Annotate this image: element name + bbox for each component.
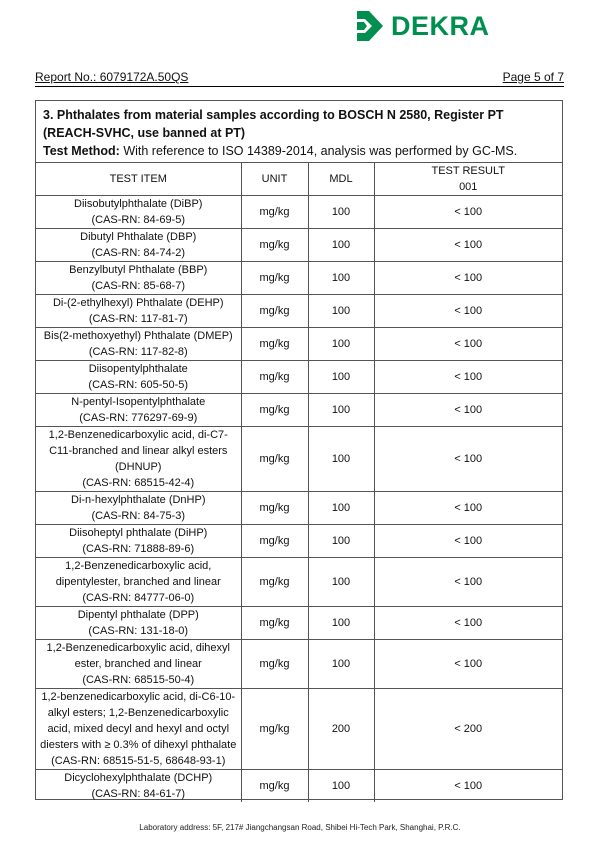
cell-mdl: 100 [308,262,374,295]
cell-unit: mg/kg [241,640,308,689]
table-row [36,640,562,689]
lab-address: Laboratory address: 5F, 217# Jiangchangsan Road, Shibei Hi-Tech Park, Shanghai, P.R.C. [139,823,461,832]
cell-mdl: 100 [308,328,374,361]
cell-test-item [36,394,241,427]
test-item-name: 1,2-benzenedicarboxylic acid, di-C6-10- [41,691,236,703]
cas-number: (CAS-RN: 68515-50-4) [82,674,195,686]
cell-unit: mg/kg [241,607,308,640]
cell-mdl: 100 [308,295,374,328]
cell-result: < 100 [374,525,562,558]
cas-number: (CAS-RN: 776297-69-9) [79,412,198,424]
test-item-name: 1,2-Benzenedicarboxylic acid, di-C7- [48,429,228,441]
test-item-name: acid, mixed decyl and hexyl and octyl [47,723,230,735]
cell-test-item [36,295,241,328]
cell-unit: mg/kg [241,770,308,803]
test-item-name: 1,2-Benzenedicarboxylic acid, [65,560,212,572]
cell-mdl: 100 [308,427,374,492]
cell-test-item [36,607,241,640]
cell-unit: mg/kg [241,689,308,770]
test-item-name: Benzylbutyl Phthalate (BBP) [69,264,208,276]
test-item-name: Di-n-hexylphthalate (DnHP) [71,494,206,506]
dekra-logo-icon [355,9,385,43]
page-number: Page 5 of 7 [502,70,564,84]
cell-test-item [36,427,241,492]
cas-number: (CAS-RN: 117-81-7) [88,313,188,325]
test-item-name: Dibutyl Phthalate (DBP) [80,231,197,243]
cell-result: < 100 [374,492,562,525]
cell-mdl: 100 [308,361,374,394]
test-method-text: With reference to ISO 14389-2014, analysis was performed by GC-MS. [119,144,518,158]
header-mdl: MDL [308,163,374,196]
header-rule [35,86,564,87]
cell-test-item [36,328,241,361]
table-row [36,361,562,394]
table-row [36,689,562,770]
cell-unit: mg/kg [241,229,308,262]
cell-mdl: 100 [308,607,374,640]
table-row [36,492,562,525]
test-item-name: diesters with ≥ 0.3% of dihexyl phthalate [40,739,237,751]
cas-number: (CAS-RN: 605-50-5) [88,379,189,391]
table-row [36,196,562,229]
table-row [36,770,562,803]
cas-number: (CAS-RN: 131-18-0) [88,625,189,637]
table-row [36,427,562,492]
table-row [36,607,562,640]
test-item-name: Di-(2-ethylhexyl) Phthalate (DEHP) [52,297,224,309]
table-header-row [36,163,562,196]
results-section [35,100,563,800]
cell-result: < 100 [374,770,562,803]
header-test-item: TEST ITEM [36,163,241,196]
test-item-name: ester, branched and linear [74,658,202,670]
cell-unit: mg/kg [241,427,308,492]
header-unit: UNIT [241,163,308,196]
cas-number: (CAS-RN: 84-74-2) [91,247,186,259]
table-row [36,229,562,262]
header-test-result [374,163,562,196]
cell-test-item [36,640,241,689]
cell-result: < 200 [374,689,562,770]
cell-test-item [36,196,241,229]
table-row [36,262,562,295]
cell-result: < 100 [374,196,562,229]
cell-mdl: 100 [308,492,374,525]
cell-result: < 100 [374,394,562,427]
report-number: Report No.: 6079172A.50QS [35,70,189,84]
test-item-name: Dicyclohexylphthalate (DCHP) [64,772,213,784]
cell-result: < 100 [374,295,562,328]
cell-unit: mg/kg [241,525,308,558]
test-item-name: 1,2-Benzenedicarboxylic acid, dihexyl [46,642,230,654]
cell-unit: mg/kg [241,328,308,361]
cas-number: (CAS-RN: 84-75-3) [91,510,186,522]
test-item-name: (DHNUP) [115,461,162,473]
dekra-logo [355,9,490,45]
test-item-name: Diisopentylphthalate [88,363,188,375]
table-row [36,558,562,607]
cas-number: (CAS-RN: 85-68-7) [91,280,186,292]
cell-test-item [36,525,241,558]
cell-result: < 100 [374,262,562,295]
cell-mdl: 200 [308,689,374,770]
test-item-name: Diisobutylphthalate (DiBP) [74,198,203,210]
header-result-label: TEST RESULT [431,165,506,177]
cell-unit: mg/kg [241,394,308,427]
cas-number: (CAS-RN: 84-69-5) [91,214,186,226]
cell-mdl: 100 [308,640,374,689]
test-item-name: Bis(2-methoxyethyl) Phthalate (DMEP) [43,330,233,342]
results-table [36,162,562,802]
test-item-name: Dipentyl phthalate (DPP) [77,609,199,621]
cas-number: (CAS-RN: 84777-06-0) [82,592,195,604]
cell-mdl: 100 [308,558,374,607]
cell-mdl: 100 [308,394,374,427]
cell-unit: mg/kg [241,262,308,295]
table-row [36,525,562,558]
cell-mdl: 100 [308,770,374,803]
cell-unit: mg/kg [241,361,308,394]
cell-test-item [36,229,241,262]
test-item-name: N-pentyl-Isopentylphthalate [71,396,206,408]
table-row [36,328,562,361]
cas-number: (CAS-RN: 71888-89-6) [82,543,195,555]
cell-test-item [36,492,241,525]
section-title: 3. Phthalates from material samples according to BOSCH N 2580, Register PT (REACH-SVHC, use banned at PT) [43,108,504,140]
cas-number: (CAS-RN: 117-82-8) [88,346,188,358]
cell-mdl: 100 [308,229,374,262]
test-method-label: Test Method: [43,144,120,158]
cas-number: (CAS-RN: 68515-51-5, 68648-93-1) [51,755,226,767]
cell-result: < 100 [374,558,562,607]
test-item-name: Diisoheptyl phthalate (DiHP) [69,527,208,539]
cell-result: < 100 [374,328,562,361]
table-row [36,295,562,328]
cell-result: < 100 [374,607,562,640]
cell-unit: mg/kg [241,196,308,229]
cell-test-item [36,361,241,394]
cell-result: < 100 [374,427,562,492]
cell-test-item [36,689,241,770]
cell-test-item [36,262,241,295]
report-header [35,70,564,84]
header-sample-id: 001 [459,181,478,193]
cell-mdl: 100 [308,525,374,558]
section-header [43,106,553,160]
cell-result: < 100 [374,640,562,689]
cell-unit: mg/kg [241,492,308,525]
cell-unit: mg/kg [241,295,308,328]
cas-number: (CAS-RN: 84-61-7) [91,788,186,800]
cell-result: < 100 [374,361,562,394]
cas-number: (CAS-RN: 68515-42-4) [82,477,195,489]
cell-result: < 100 [374,229,562,262]
test-item-name: alkyl esters; 1,2-Benzenedicarboxylic [47,707,229,719]
test-item-name: dipentylester, branched and linear [55,576,221,588]
dekra-logo-text: DEKRA [391,11,490,41]
cell-mdl: 100 [308,196,374,229]
table-row [36,394,562,427]
test-method [43,142,553,160]
cell-test-item [36,770,241,803]
cell-unit: mg/kg [241,558,308,607]
cell-test-item [36,558,241,607]
test-item-name: C11-branched and linear alkyl esters [49,445,228,457]
